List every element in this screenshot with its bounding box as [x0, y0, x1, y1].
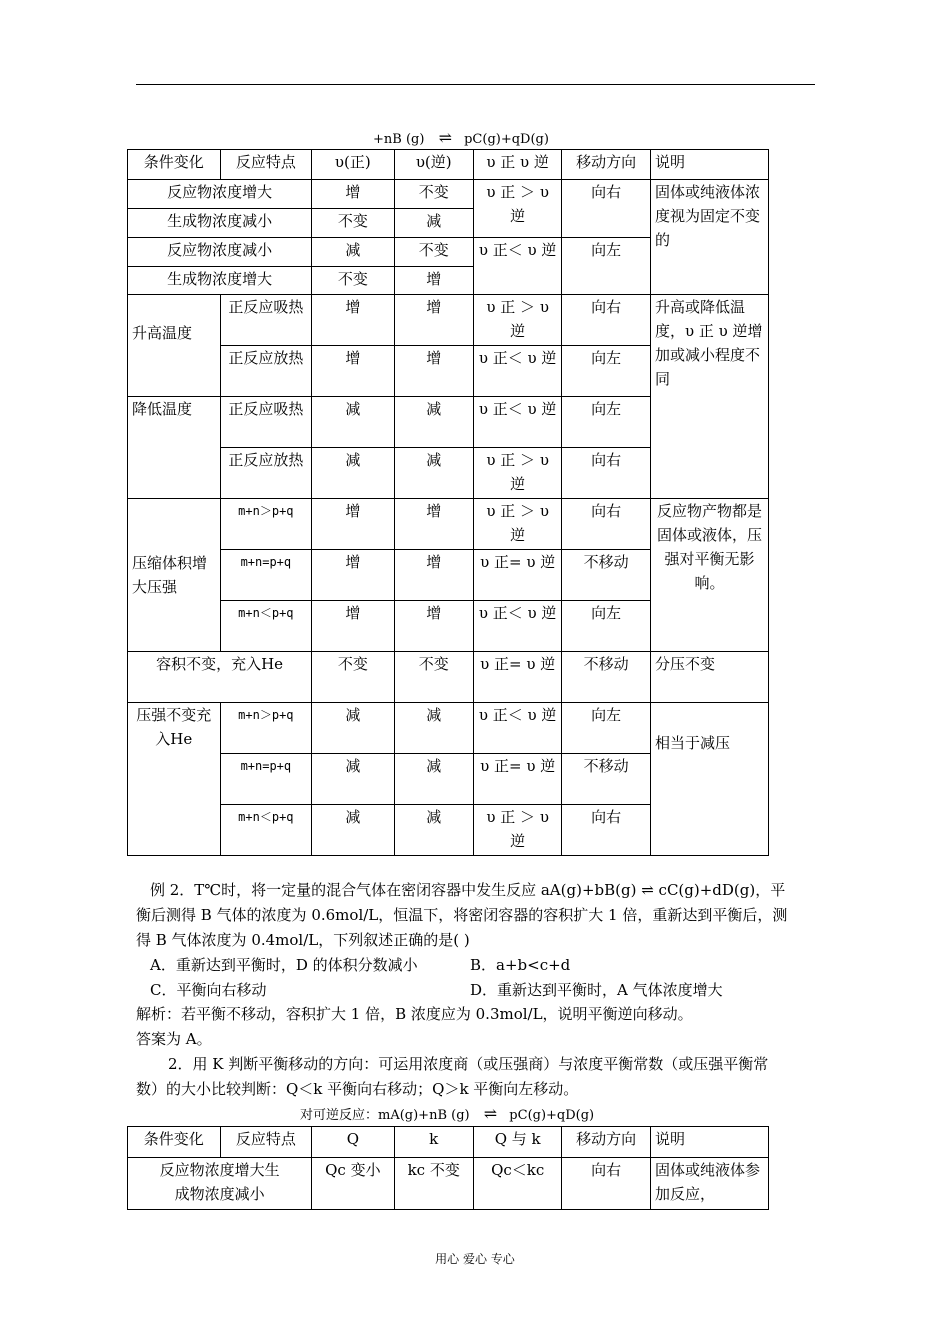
th-v-reverse: υ(逆)	[394, 150, 473, 180]
cell-v-compare: υ 正 ＞ υ 逆	[473, 499, 562, 550]
table2-caption-left: 对可逆反应：mA(g)+nB (g)	[300, 1108, 470, 1123]
cell-v-forward: 减	[312, 238, 394, 267]
cell-v-forward: 增	[312, 295, 394, 346]
cell-v-forward: 增	[312, 346, 394, 397]
example-line-3: 得 B 气体浓度为 0.4mol/L，下列叙述正确的是( )	[136, 931, 470, 949]
cell-v-compare: υ 正＜ υ 逆	[473, 397, 562, 448]
th-feature: 反应特点	[220, 1127, 312, 1158]
option-a: A．重新达到平衡时，D 的体积分数减小	[150, 956, 418, 974]
th-k: k	[394, 1127, 473, 1158]
cell-condition-lower-temp: 降低温度	[128, 397, 221, 499]
table-row	[128, 499, 769, 550]
cell-note: 相当于减压	[650, 703, 768, 856]
cell-direction: 不移动	[562, 550, 651, 601]
cell-v-reverse: 增	[394, 499, 473, 550]
cell-v-reverse: 增	[394, 601, 473, 652]
cell-v-forward: 增	[312, 499, 394, 550]
cell-condition: 反应物浓度减小	[128, 238, 312, 267]
cell-feature: m+n＞p+q	[220, 703, 312, 754]
cell-v-reverse: 减	[394, 397, 473, 448]
cell-direction: 向左	[562, 601, 651, 652]
th-v-forward: υ(正)	[312, 150, 394, 180]
cell-q-vs-k: Qc＜kc	[473, 1158, 562, 1210]
cell-v-compare: υ 正 ＞ υ 逆	[473, 805, 562, 856]
cell-direction: 向左	[562, 346, 651, 397]
cell-v-forward: 减	[312, 397, 394, 448]
cell-v-reverse: 不变	[394, 652, 473, 703]
cell-direction: 向右	[562, 448, 651, 499]
cell-v-compare: υ 正= υ 逆	[473, 550, 562, 601]
header-rule	[136, 84, 815, 85]
cell-v-compare: υ 正＜ υ 逆	[473, 703, 562, 754]
equilibrium-arrow-icon: ⇌	[483, 1104, 496, 1123]
cell-v-compare: υ 正＜ υ 逆	[473, 238, 562, 295]
cell-note: 升高或降低温度，υ 正 υ 逆增加或减小程度不同	[650, 295, 768, 499]
table2-header-row	[128, 1127, 769, 1158]
cell-k: kc 不变	[394, 1158, 473, 1210]
analysis-text: 解析：若平衡不移动，容积扩大 1 倍，B 浓度应为 0.3mol/L，说明平衡逆向移动。	[136, 1005, 693, 1023]
equilibrium-arrow-icon: ⇌	[438, 128, 450, 147]
cell-v-forward: 不变	[312, 652, 394, 703]
th-condition: 条件变化	[128, 1127, 221, 1158]
table-row	[128, 703, 769, 754]
table1-caption	[373, 128, 549, 150]
cell-v-reverse: 不变	[394, 180, 473, 209]
cell-condition-const-pressure: 压强不变充入He	[128, 703, 221, 856]
cell-v-compare: υ 正 ＞ υ 逆	[473, 448, 562, 499]
answer-text: 答案为 A。	[136, 1030, 212, 1048]
cell-v-forward: 增	[312, 180, 394, 209]
th-q-vs-k: Q 与 k	[473, 1127, 562, 1158]
option-d: D．重新达到平衡时，A 气体浓度增大	[470, 981, 723, 999]
cell-note: 反应物产物都是固体或液体，压强对平衡无影响。	[650, 499, 768, 652]
th-note: 说明	[650, 1127, 768, 1158]
cell-condition-const-volume: 容积不变，充入He	[128, 652, 312, 703]
cell-feature: m+n＜p+q	[220, 805, 312, 856]
table1-caption-left: +nB (g)	[373, 132, 425, 147]
cell-note: 固体或纯液体参加反应，	[650, 1158, 768, 1210]
cell-v-reverse: 减	[394, 448, 473, 499]
cell-v-reverse: 增	[394, 346, 473, 397]
cell-v-forward: 增	[312, 550, 394, 601]
section2-line-2: 数）的大小比较判断：Q＜k 平衡向右移动；Q＞k 平衡向左移动。	[136, 1080, 579, 1098]
cell-feature: 正反应放热	[220, 448, 312, 499]
cell-direction: 向右	[562, 295, 651, 346]
cell-condition-compress: 压缩体积增大压强	[128, 499, 221, 652]
cell-v-reverse: 减	[394, 209, 473, 238]
example-line-2: 衡后测得 B 气体的浓度为 0.6mol/L，恒温下，将密闭容器的容积扩大 1 倍，重新达到平衡后，测	[136, 906, 788, 924]
cell-v-forward: 减	[312, 805, 394, 856]
cell-v-forward: 增	[312, 601, 394, 652]
cell-note: 固体或纯液体浓度视为固定不变的	[650, 180, 768, 295]
cell-feature: m+n=p+q	[220, 550, 312, 601]
cell-v-compare: υ 正＜ υ 逆	[473, 601, 562, 652]
cell-v-reverse: 增	[394, 550, 473, 601]
th-note: 说明	[650, 150, 768, 180]
cell-condition: 反应物浓度增大生成物浓度减小	[128, 1158, 312, 1210]
cell-v-forward: 减	[312, 703, 394, 754]
cell-v-forward: 不变	[312, 267, 394, 295]
cell-feature: 正反应吸热	[220, 295, 312, 346]
th-feature: 反应特点	[220, 150, 312, 180]
table1-caption-right: pC(g)+qD(g)	[464, 132, 549, 147]
cell-v-compare: υ 正 ＞ υ 逆	[473, 295, 562, 346]
th-direction: 移动方向	[562, 1127, 651, 1158]
cell-v-reverse: 增	[394, 295, 473, 346]
cell-direction: 向左	[562, 703, 651, 754]
cell-direction: 向左	[562, 238, 651, 295]
th-q: Q	[312, 1127, 394, 1158]
cell-v-forward: 减	[312, 448, 394, 499]
cell-condition: 生成物浓度增大	[128, 267, 312, 295]
cell-direction: 向右	[562, 180, 651, 238]
cell-v-reverse: 增	[394, 267, 473, 295]
cell-condition: 反应物浓度增大	[128, 180, 312, 209]
cell-v-reverse: 减	[394, 805, 473, 856]
cell-v-reverse: 减	[394, 703, 473, 754]
page-footer: 用心 爱心 专心	[435, 1252, 515, 1266]
th-condition: 条件变化	[128, 150, 221, 180]
cell-note: 分压不变	[650, 652, 768, 703]
cell-v-forward: 减	[312, 754, 394, 805]
th-v-compare: υ 正 υ 逆	[473, 150, 562, 180]
cell-direction: 向右	[562, 499, 651, 550]
cell-feature: m+n＞p+q	[220, 499, 312, 550]
cell-direction: 不移动	[562, 754, 651, 805]
cell-v-reverse: 不变	[394, 238, 473, 267]
equilibrium-table-2	[127, 1126, 769, 1210]
cell-condition-raise-temp: 升高温度	[128, 295, 221, 397]
cell-feature: m+n=p+q	[220, 754, 312, 805]
cell-direction: 向右	[562, 805, 651, 856]
table2-caption	[300, 1104, 594, 1126]
cell-feature: 正反应吸热	[220, 397, 312, 448]
example-line-1: 例 2．T℃时，将一定量的混合气体在密闭容器中发生反应 aA(g)+bB(g) ⇌ cC(g)+dD(g)，平	[150, 881, 786, 899]
section2-line-1: 2．用 K 判断平衡移动的方向：可运用浓度商（或压强商）与浓度平衡常数（或压强平衡常	[168, 1055, 769, 1073]
cell-v-compare: υ 正= υ 逆	[473, 652, 562, 703]
cell-v-compare: υ 正＜ υ 逆	[473, 346, 562, 397]
cell-feature: 正反应放热	[220, 346, 312, 397]
cell-direction: 向右	[562, 1158, 651, 1210]
cell-v-compare: υ 正= υ 逆	[473, 754, 562, 805]
cell-condition: 生成物浓度减小	[128, 209, 312, 238]
equilibrium-table-1	[127, 149, 769, 856]
cell-v-forward: 不变	[312, 209, 394, 238]
option-c: C．平衡向右移动	[150, 981, 267, 999]
table-row	[128, 180, 769, 209]
table-row	[128, 652, 769, 703]
table1-header-row	[128, 150, 769, 180]
cell-q: Qc 变小	[312, 1158, 394, 1210]
cell-feature: m+n＜p+q	[220, 601, 312, 652]
th-direction: 移动方向	[562, 150, 651, 180]
cell-direction: 向左	[562, 397, 651, 448]
table2-caption-right: pC(g)+qD(g)	[509, 1108, 595, 1123]
option-b: B．a+b<c+d	[470, 956, 571, 974]
cell-v-reverse: 减	[394, 754, 473, 805]
table-row	[128, 1158, 769, 1210]
cell-direction: 不移动	[562, 652, 651, 703]
cell-v-compare: υ 正 ＞ υ 逆	[473, 180, 562, 238]
table-row	[128, 295, 769, 346]
